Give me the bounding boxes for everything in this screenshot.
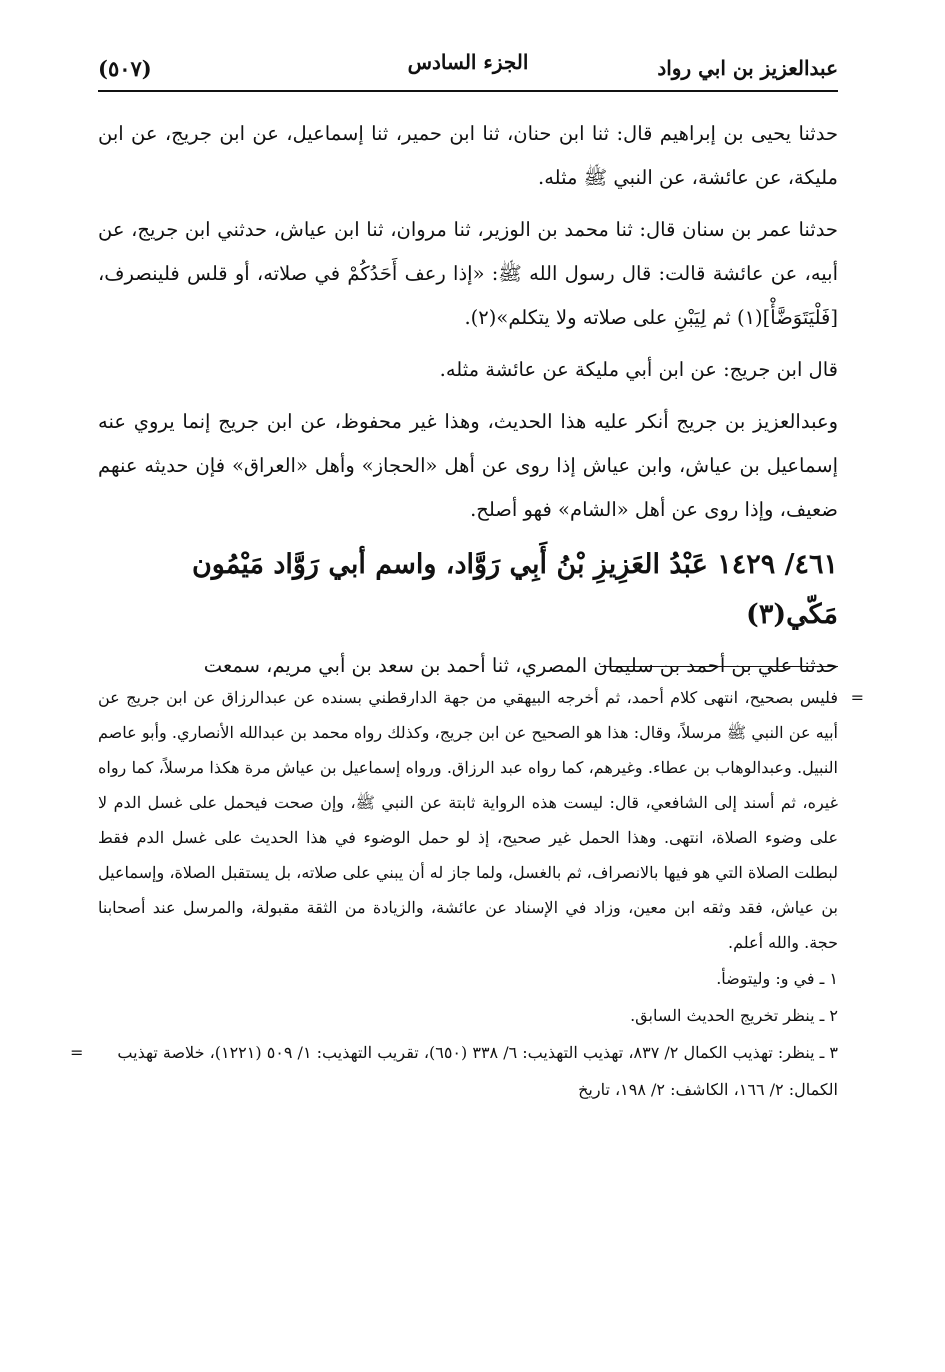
- running-title: عبدالعزيز بن ابي رواد: [657, 56, 838, 80]
- paragraph: قال ابن جريج: عن ابن أبي مليكة عن عائشة مثله.: [439, 358, 838, 381]
- footnotes: [70, 680, 864, 1108]
- section-title: الجزء السادس: [407, 50, 529, 74]
- page-header: [98, 48, 838, 88]
- footnote: ١ ـ في و: وليتوضأ.: [716, 969, 838, 988]
- continuation-mark: =: [850, 688, 864, 707]
- footnote-continuation: [98, 680, 864, 960]
- paragraph: حدثنا عمر بن سنان قال: ثنا محمد بن الوزير، ثنا مروان، ثنا ابن عياش، حدثني ابن جريج، عن أبيه، عن عائشة قالت: قال رسول الله ﷺ: «إذا رعف أَحَدُكُمْ في صلاته، أو قلس فلينصرف، [فَلْيَتَوَضَّأْ](١) ثم لِيَبْنِ على صلاته ولا يتكلم»(٢).: [98, 218, 838, 329]
- footnote: [70, 1034, 838, 1108]
- footnote-text: ٣ ـ ينظر: تهذيب الكمال ٢/ ٨٣٧، تهذيب التهذيب: ٦/ ٣٣٨ (٦٥٠)، تقريب التهذيب: ١/ ٥٠٩ (١٢٢١)، خلاصة تهذيب الكمال: ٢/ ١٦٦، الكاشف: ٢/ ١٩٨، تاريخ: [117, 1043, 838, 1099]
- paragraph: حدثنا علي بن أحمد بن سليمان المصري، ثنا أحمد بن سعد بن أبي مريم، سمعت: [203, 654, 838, 677]
- entry-title: ٤٦١/ ١٤٢٩ عَبْدُ العَزِيزِ بْنُ أَبِي رَوَّاد، واسم أبي رَوَّاد مَيْمُون مَكّي(٣): [191, 549, 838, 630]
- main-text: [98, 112, 838, 696]
- continuation-end-mark: =: [70, 1043, 84, 1062]
- header-rule: [98, 90, 838, 92]
- footnote: ٢ ـ ينظر تخريج الحديث السابق.: [630, 1006, 838, 1025]
- paragraph: وعبدالعزيز بن جريج أنكر عليه هذا الحديث، وهذا غير محفوظ، عن ابن جريج إنما يروي عنه إسماعيل بن عياش، وابن عياش إذا روى عن أهل «الحجاز» وأهل «العراق» فإن حديثه عنهم ضعيف، وإذا روى عن أهل «الشام» فهو أصلح.: [98, 410, 838, 521]
- page-number: (٥٠٧): [98, 55, 152, 81]
- footnote-continuation-text: فليس بصحيح، انتهى كلام أحمد، ثم أخرجه البيهقي من جهة الدارقطني بسنده عن عبدالرزاق عن ابن جريج عن أبيه عن النبي ﷺ مرسلاً، وقال: هذا هو الصحيح عن ابن جريج، وكذلك رواه محمد بن عبدالله الأنصاري. وأبو عاصم النبيل. وعبدالوهاب بن عطاء. وغيرهم، كما رواه عبد الرزاق. ورواه إسماعيل بن عياش مرة هكذا مرسلاً، كما رواه غيره، ثم أسند إلى الشافعي، قال: ليست هذه الرواية ثابتة عن النبي ﷺ، وإن صحت فيحمل على غسل الدم لا على وضوء الصلاة، انتهى. وهذا الحمل غير صحيح، إذ لو حمل الوضوء في هذا الحديث على غسل الدم فقط لبطلت الصلاة التي هو فيها بالانصراف، ثم بالغسل، ولما جاز له أن يبني على صلاته، بل يستقبل الصلاة، وإسماعيل بن عياش، فقد وثقه ابن معين، وزاد في الإسناد عن عائشة، والزيادة من الثقة مقبولة، والمرسل عند أصحابنا حجة. والله أعلم.: [98, 688, 838, 952]
- paragraph: حدثنا يحيى بن إبراهيم قال: ثنا ابن حنان، ثنا ابن حمير، ثنا إسماعيل، عن ابن جريج، عن ابن مليكة، عن عائشة، عن النبي ﷺ مثله.: [98, 122, 838, 189]
- footnote-separator: [600, 666, 838, 667]
